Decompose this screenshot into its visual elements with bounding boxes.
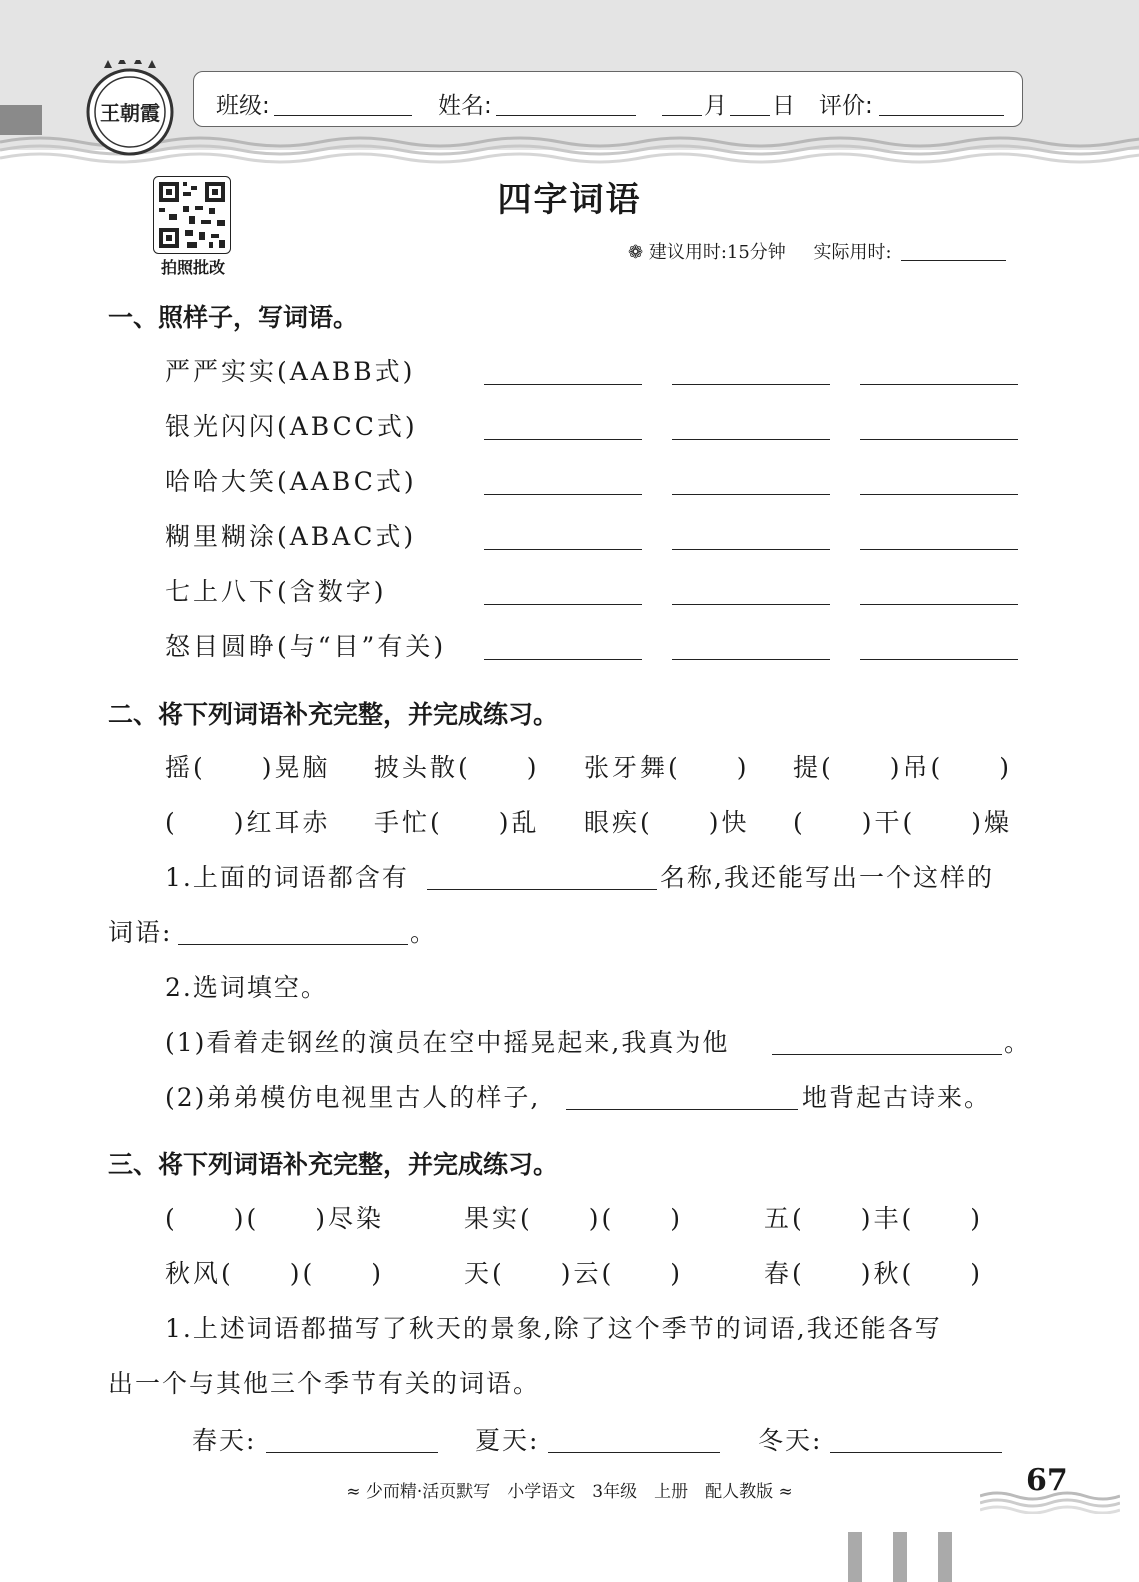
answer-blank[interactable] [672, 384, 830, 385]
answer-blank[interactable] [427, 889, 657, 890]
idiom-item[interactable]: 摇( )晃脑 [165, 753, 331, 782]
question-text: 词语: [108, 918, 173, 947]
month-label: 月 [704, 93, 727, 119]
side-tab [0, 105, 42, 135]
class-field[interactable] [274, 115, 412, 116]
idiom-item[interactable]: 春( )秋( ) [764, 1259, 984, 1288]
answer-blank[interactable] [672, 604, 830, 605]
day-field[interactable] [730, 115, 770, 116]
answer-blank[interactable] [484, 494, 642, 495]
winter-answer-blank[interactable] [830, 1452, 1002, 1453]
page-title: 四字词语 [497, 180, 642, 220]
answer-blank[interactable] [672, 439, 830, 440]
question-text: (2)弟弟模仿电视里古人的样子, [165, 1083, 541, 1112]
idiom-item[interactable]: ( )( )尽染 [165, 1204, 385, 1233]
question-text: 2.选词填空。 [165, 973, 328, 1002]
answer-blank[interactable] [860, 384, 1018, 385]
idiom-item[interactable]: 天( )云( ) [464, 1259, 684, 1288]
idiom-item[interactable]: 披头散( ) [374, 753, 540, 782]
idiom-item[interactable]: 眼疾( )快 [584, 808, 750, 837]
idiom-item[interactable]: 五( )丰( ) [764, 1204, 984, 1233]
evaluation-label: 评价: [819, 93, 873, 119]
logo-text: 王朝霞 [100, 101, 160, 125]
answer-blank[interactable] [484, 604, 642, 605]
name-label: 姓名: [438, 93, 492, 119]
page-number: 67 [1026, 1463, 1068, 1498]
idiom-item[interactable]: ( )干( )燥 [793, 808, 1013, 837]
question-text: (1)看着走钢丝的演员在空中摇晃起来,我真为他 [165, 1028, 730, 1057]
punctuation: 。 [1004, 1028, 1032, 1057]
answer-blank[interactable] [484, 384, 642, 385]
answer-blank[interactable] [860, 494, 1018, 495]
footer-bar [848, 1532, 862, 1582]
qr-caption: 拍照批改 [160, 258, 225, 277]
answer-blank[interactable] [772, 1054, 1002, 1055]
sample-word-row: 七上八下(含数字) [165, 577, 387, 606]
question-text: 1.上述词语都描写了秋天的景象,除了这个季节的词语,我还能各写 [165, 1314, 942, 1343]
month-field[interactable] [662, 115, 702, 116]
answer-blank[interactable] [672, 549, 830, 550]
idiom-item[interactable]: 手忙( )乱 [374, 808, 540, 837]
sample-word-row: 银光闪闪(ABCC式) [165, 412, 418, 441]
timing-info [628, 238, 1006, 264]
summer-answer-blank[interactable] [548, 1452, 720, 1453]
clock-icon: ❁ [628, 242, 644, 263]
section-1-heading: 一、照样子，写词语。 [108, 303, 359, 332]
question-text: 出一个与其他三个季节有关的词语。 [108, 1369, 541, 1398]
footer-bar [938, 1532, 952, 1582]
punctuation: 。 [410, 918, 438, 947]
name-field[interactable] [496, 115, 636, 116]
spring-label: 春天: [192, 1426, 257, 1455]
section-3-heading: 三、将下列词语补充完整，并完成练习。 [108, 1150, 559, 1179]
actual-time-label: 实际用时: [813, 242, 892, 263]
answer-blank[interactable] [672, 494, 830, 495]
sample-word-row: 糊里糊涂(ABAC式) [165, 522, 417, 551]
suggested-time: 建议用时:15分钟 [648, 242, 786, 263]
sample-word-row: 严严实实(AABB式) [165, 357, 416, 386]
idiom-item[interactable]: 张牙舞( ) [584, 753, 750, 782]
answer-blank[interactable] [484, 659, 642, 660]
sample-word-row: 怒目圆睁(与“目”有关) [165, 632, 447, 661]
logo-badge-icon [84, 60, 176, 160]
answer-blank[interactable] [566, 1109, 798, 1110]
day-label: 日 [772, 93, 795, 119]
answer-blank[interactable] [672, 659, 830, 660]
question-text: 地背起古诗来。 [802, 1083, 992, 1112]
answer-blank[interactable] [860, 549, 1018, 550]
answer-blank[interactable] [484, 549, 642, 550]
summer-label: 夏天: [475, 1426, 540, 1455]
winter-label: 冬天: [758, 1426, 823, 1455]
sample-word-row: 哈哈大笑(AABC式) [165, 467, 417, 496]
section-2-heading: 二、将下列词语补充完整，并完成练习。 [108, 700, 559, 729]
idiom-item[interactable]: 秋风( )( ) [165, 1259, 385, 1288]
answer-blank[interactable] [860, 439, 1018, 440]
question-text: 1.上面的词语都含有 [165, 863, 409, 892]
student-info-box [193, 71, 1023, 127]
answer-blank[interactable] [484, 439, 642, 440]
idiom-item[interactable]: 提( )吊( ) [793, 753, 1013, 782]
spring-answer-blank[interactable] [266, 1452, 438, 1453]
answer-blank[interactable] [860, 604, 1018, 605]
class-label: 班级: [216, 93, 270, 119]
footer-series-info: ≈ 少而精·活页默写 小学语文 3年级 上册 配人教版 ≈ [346, 1482, 793, 1502]
footer-bar [893, 1532, 907, 1582]
answer-blank[interactable] [178, 944, 408, 945]
idiom-item[interactable]: ( )红耳赤 [165, 808, 331, 837]
evaluation-field[interactable] [879, 115, 1004, 116]
answer-blank[interactable] [860, 659, 1018, 660]
question-text: 名称,我还能写出一个这样的 [660, 863, 994, 892]
idiom-item[interactable]: 果实( )( ) [464, 1204, 684, 1233]
actual-time-field[interactable] [901, 260, 1006, 261]
